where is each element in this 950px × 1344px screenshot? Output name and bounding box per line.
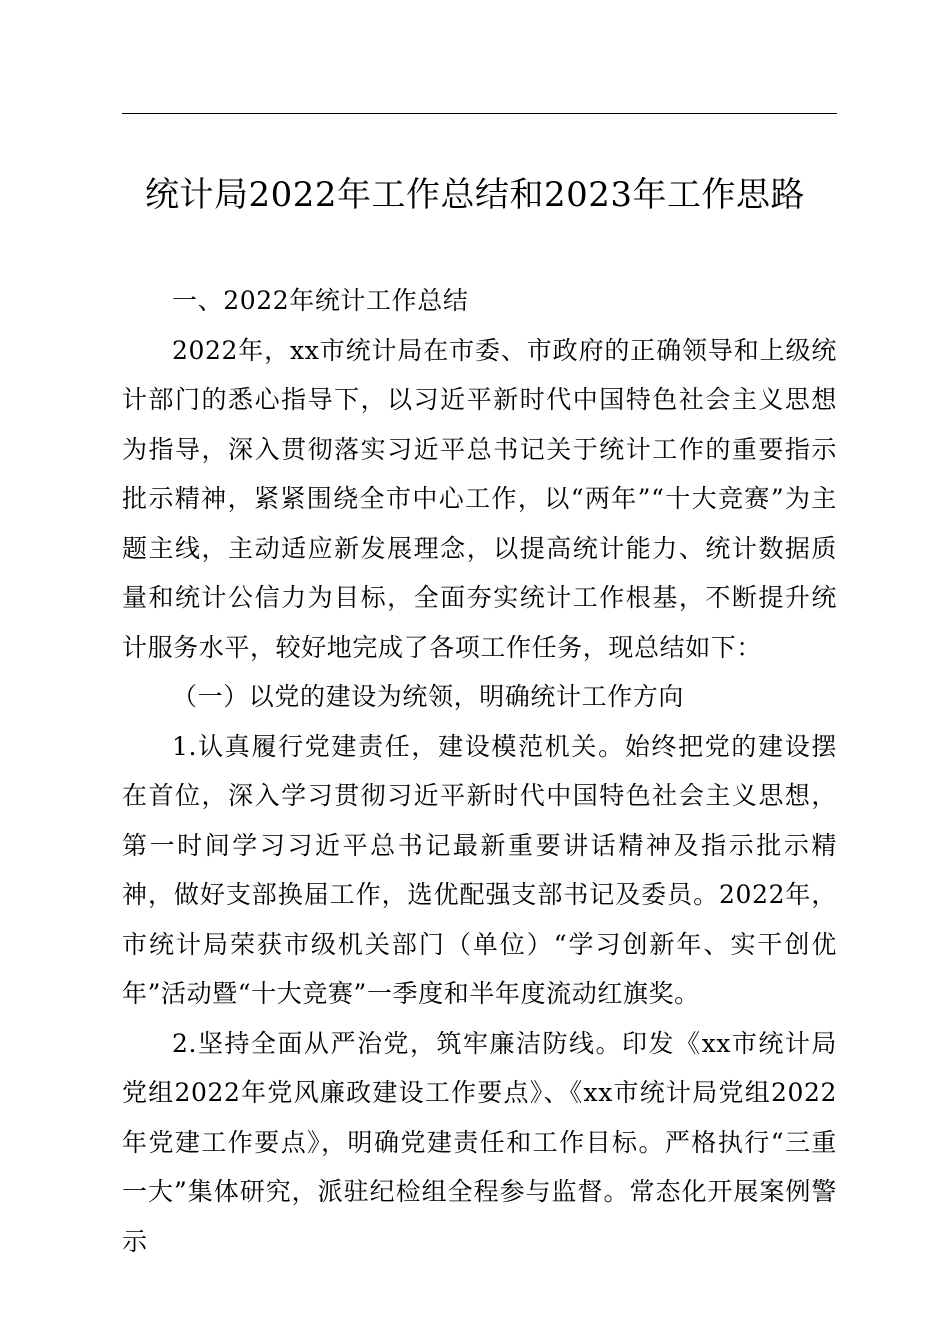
document-body — [122, 276, 837, 1266]
subsection-heading: （一）以党的建设为统领，明确统计工作方向 — [172, 682, 685, 711]
header-rule — [122, 113, 837, 114]
intro-paragraph: 2022年，xx市统计局在市委、市政府的正确领导和上级统计部门的悉心指导下，以习近平新时代中国特色社会主义思想为指导，深入贯彻落实习近平总书记关于统计工作的重要指示批示精神，紧紧围绕全市中心工作，以“两年”“十大竞赛”为主题主线，主动适应新发展理念，以提高统计能力、统计数据质量和统计公信力为目标，全面夯实统计工作根基，不断提升统计服务水平，较好地完成了各项工作任务，现总结如下： — [122, 335, 837, 662]
item-paragraph-1: 1.认真履行党建责任，建设模范机关。始终把党的建设摆在首位，深入学习贯彻习近平新时代中国特色社会主义思想，第一时间学习习近平总书记最新重要讲话精神及指示批示精神，做好支部换届工作，选优配强支部书记及委员。2022年，市统计局荣获市级机关部门（单位）“学习创新年、实干创优年”活动暨“十大竞赛”一季度和半年度流动红旗奖。 — [122, 731, 837, 1008]
document-title: 统计局2022年工作总结和2023年工作思路 — [144, 175, 806, 215]
item-paragraph-2: 2.坚持全面从严治党，筑牢廉洁防线。印发《xx市统计局党组2022年党风廉政建设工作要点》、《xx市统计局党组2022年党建工作要点》，明确党建责任和工作目标。严格执行“三重一大”集体研究，派驻纪检组全程参与监督。常态化开展案例警示 — [122, 1028, 837, 1256]
section-heading: 一、2022年统计工作总结 — [172, 286, 469, 315]
